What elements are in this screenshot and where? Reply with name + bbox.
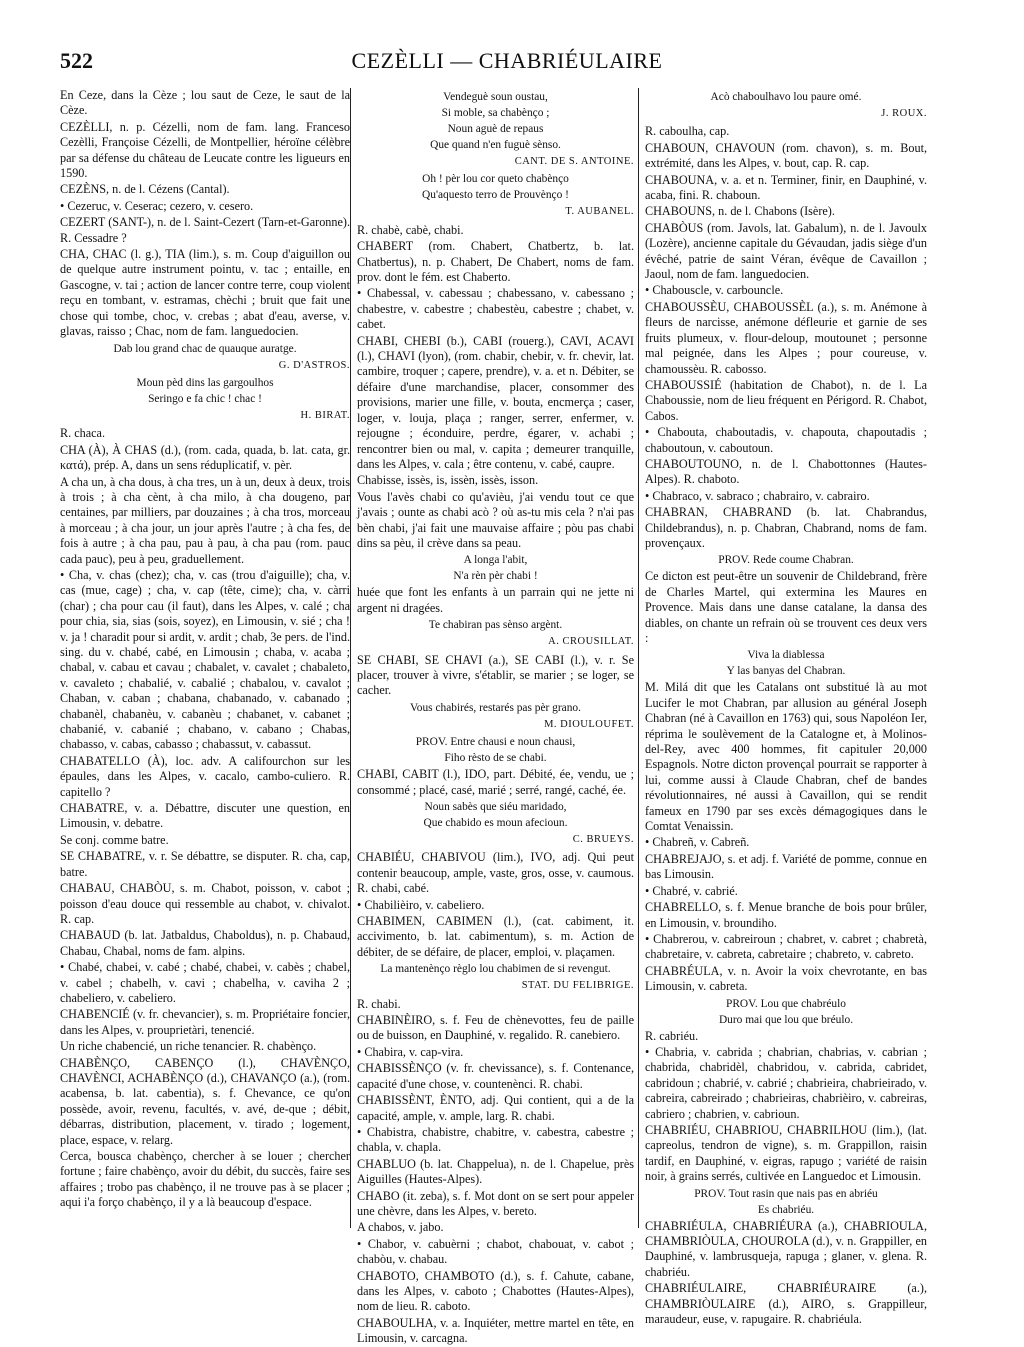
dictionary-entry: CHABATELLO (À), loc. adv. A califourchon sur les épaules, dans les Alpes, v. cacalo, cambo-culiero. R. capitello ? (60, 753, 350, 799)
quotation-line: Noun aguè de repaus (447, 123, 544, 135)
dictionary-entry: R. cabriéu. (645, 1028, 699, 1043)
dictionary-entry: CHABÒUS (rom. Javols, lat. Gabalum), n. de l. Javoulx (Lozère), ancienne capitale du Gévaudan, jadis siège d'un évêché, patrie de saint Véran, évêque de Cavaillon ; Jaoul, nom de fam. languedocien. (645, 220, 927, 282)
quotation-line: N'a rèn pèr chabi ! (453, 570, 538, 583)
dictionary-entry: CEZÈLLI, n. p. Cézelli, nom de fam. lang. Franceso Cezèlli, Françoise Cézelli, de Montpellier, héroïne célèbre par sa défense du château de Leucate contre les ligueurs en 1590. (60, 119, 350, 181)
quotation-attribution: C. BRUEYS. (572, 834, 634, 845)
dictionary-entry: R. caboulha, cap. (645, 124, 730, 139)
dictionary-entry: CHABOUTOUNO, n. de l. Chabottonnes (Hautes-Alpes). R. chaboto. (645, 456, 927, 487)
text-column-1 (60, 88, 350, 1288)
dictionary-entry: • Chabraco, v. sabraco ; chabrairo, v. cabrairo. (645, 488, 870, 503)
dictionary-entry: • Chabor, v. cabuèrni ; chabot, chabouat, v. cabot ; chabòu, v. chabau. (357, 1236, 634, 1267)
quotation-line: A longa l'abit, (463, 554, 528, 567)
dictionary-entry: CHABOUNS, n. de l. Chabons (Isère). (645, 204, 835, 219)
dictionary-entry: Se conj. comme batre. (60, 832, 169, 847)
page-number: 522 (60, 48, 93, 73)
dictionary-entry: R. chabi. (357, 996, 401, 1011)
dictionary-entry: CHABO (it. zeba), s. f. Mot dont on se sert pour appeler une chèvre, dans les Alpes, v. bereto. (357, 1188, 634, 1218)
dictionary-entry: A cha un, à cha dous, à cha tres, un à un, deux à deux, trois à trois ; à cha cènt, à cha milo, à cha dougeno, par centaines, par milliers, par douzaines ; à cha tros, morceau à morceau ; à cha jour, un jour après l'autre ; à cha fes, de fois à autre ; à cha pau, pau à pau, à cha pau (rom. pauc cada pauc), peu à peu, graduellement. (60, 474, 350, 566)
dictionary-entry: CHABIÉU, CHABIVOU (lim.), IVO, adj. Qui peut contenir beaucoup, ample, vaste, gros, osse, v. caumous. R. chabi, cabé. (357, 850, 634, 896)
dictionary-entry: CHA, CHAC (l. g.), TIA (lim.), s. m. Coup d'aiguillon ou de quelque autre instrument pointu, v. tac ; entaille, en Gascogne, v. tai ; action de lancer contre terre, coup violent reçu en tombant, v. estramas, chèchi ; bruit que fait une chose qui tombe, choc, v. crebas ; abat d'eau, averse, v. glavas, raisso ; Chac, nom de fam. languedocien. (60, 247, 350, 339)
dictionary-entry: A chabos, v. jabo. (357, 1220, 444, 1235)
quotation-line: Viva la diablessa (747, 649, 825, 662)
dictionary-entry: CHABI, CHEBI (b.), CABI (rouerg.), CAVI, ACAVI (l.), CHAVI (lyon), (rom. chabir, chebir, v. fr. chevir, lat. cambire, troquer ; capere, prendre), v. a. et n. Débiter, se défaire d'une marchandise, placer, consommer des provisions, marier une fille, v. bouta, encmerça ; caser, loger, v. louja, plaça ; ranger, serrer, enfermer, v. rejougne ; éconduire, perdre, égarer, v. achabi ; rencontrer bien ou mal, v. capita ; demeurer tranquille, dans les Alpes, v. cala ; être contenu, v. cabé, caupre. (357, 333, 634, 471)
quotation-line: Es chabriéu. (757, 1203, 815, 1216)
quotation-attribution: T. AUBANEL. (565, 206, 634, 218)
quotation-line: PROV. Entre chausi e noun chausi, (415, 736, 576, 749)
dictionary-entry: • Chabé, chabei, v. cabé ; chabé, chabei, v. cabès ; chabel, v. cabel ; chabelh, v. cavi ; chabelha, v. caviha 2 ; chabeliero, v. cabeliero. (60, 960, 350, 1005)
quotation-line: Noun sabès que siéu maridado, (424, 801, 567, 813)
column-divider (638, 88, 639, 1228)
quotation-line: Qu'aquesto terro de Prouvènço ! (422, 189, 569, 202)
quotation-line: PROV. Rede coume Chabran. (718, 554, 854, 567)
dictionary-entry: Ce dicton est peut-être un souvenir de Childebrand, frère de Charles Martel, qui extermina les Maures en Provence. Mais dans une danse catalane, la dansa des diables, on chante un refrain où se trouvent ces deux vers : (645, 569, 927, 645)
quotation-line: Que chabido es moun afecioun. (423, 817, 568, 829)
dictionary-entry: CHABOUNA, v. a. et n. Terminer, finir, en Dauphiné, v. acaba, fini. R. chaboun. (645, 172, 927, 203)
dictionary-entry: huée que font les enfants à un parrain qui ne jette ni argent ni dragées. (357, 585, 634, 615)
quotation-line: Y las banyas del Chabran. (726, 665, 846, 678)
quotation-line: Dab lou grand chac de quauque auratge. (113, 342, 297, 355)
quotation-attribution: CANT. DE S. ANTOINE. (514, 156, 634, 167)
dictionary-entry: CHABIMEN, CABIMEN (l.), (cat. cabiment, it. accivimento, b. lat. cabimentum), s. m. Action de débiter, de se défaire, de placer, emploi, v. plaçamen. (357, 914, 634, 959)
dictionary-entry: • Chabouscle, v. carbouncle. (645, 283, 784, 298)
quotation-attribution: M. DIOULOUFET. (544, 718, 634, 730)
dictionary-entry: • Chabreñ, v. Cabreñ. (645, 835, 750, 850)
dictionary-entry: CEZERT (SANT-), n. de l. Saint-Cezert (Tarn-et-Garonne). R. Cessadre ? (60, 215, 350, 245)
dictionary-entry: • Chabria, v. cabrida ; chabrian, chabrias, v. cabrian ; chabrida, chabridèl, chabridou, v. cabrida, cabridet, cabridoun ; chabrié, v. cabrié ; chabrieira, chabrieirado, v. cabreira, cabreirado ; chabrieiras, chabrièiro, v. cabreiras, cabriero ; chabrien, v. cabrioun. (645, 1044, 927, 1121)
quotation-line: Vendeguè soun oustau, (443, 91, 548, 103)
quotation-line: Oh ! pèr lou cor queto chabènço (422, 173, 569, 186)
dictionary-entry: CHABRÉULA, v. n. Avoir la voix chevrotante, en bas Limousin, v. cabreta. (645, 963, 927, 994)
dictionary-entry: CHABLUO (b. lat. Chappelua), n. de l. Chapelue, près Aiguilles (Hautes-Alpes). (357, 1156, 634, 1187)
column-divider (350, 88, 351, 1228)
running-title: CEZÈLLI — CHABRIÉULAIRE (351, 48, 663, 73)
dictionary-entry: • Chabistra, chabistre, chabitre, v. cabestra, cabestre ; chabla, v. chapla. (357, 1124, 634, 1155)
dictionary-entry: • Chabrerou, v. cabreiroun ; chabret, v. cabret ; chabretà, chabretaire, v. cabreta, cabretaire ; chabreto, v. cabreto. (645, 931, 927, 962)
dictionary-entry: SE CHABATRE, v. r. Se débattre, se disputer. R. cha, cap, batre. (60, 849, 350, 879)
dictionary-entry: CHABREJAJO, s. et adj. f. Variété de pomme, connue en bas Limousin. (645, 851, 927, 882)
dictionary-entry: • Chabouta, chaboutadis, v. chapouta, chapoutadis ; chaboutoun, v. caboutoun. (645, 425, 927, 455)
quotation-line: La mantenènço règlo lou chabimen de si revengut. (380, 963, 611, 976)
dictionary-entry: • Chabilièiro, v. cabeliero. (357, 897, 485, 912)
dictionary-entry: CHABRELLO, s. f. Menue branche de bois pour brûler, en Limousin, v. broundiho. (645, 900, 927, 930)
page-header (60, 48, 954, 82)
dictionary-entry: R. chaca. (60, 426, 106, 441)
dictionary-entry: CHABAU, CHABÒU, s. m. Chabot, poisson, v. cabot ; poisson d'eau douce qui ressemble au chabot, v. chivalot. R. cap. (60, 881, 350, 926)
quotation-line: Que quand n'en fuguè sènso. (430, 139, 561, 151)
dictionary-entry: R. chabè, cabè, chabi. (357, 222, 464, 237)
dictionary-entry: CHABRIÉULAIRE, CHABRIÉURAIRE (a.), CHAMBRIÒULAIRE (d.), AIRO, s. Grappilleur, maraudeur, euse, v. rapugaire. R. chabriéula. (645, 1281, 927, 1327)
quotation-line: Acò chaboulhavo lou paure omé. (710, 91, 862, 103)
dictionary-entry: CHA (À), À CHAS (d.), (rom. cada, quada, b. lat. cata, gr. κατά), prép. A, dans un sens réduplicatif, v. pèr. (60, 442, 350, 473)
quotation-attribution: A. CROUSILLAT. (548, 636, 634, 648)
quotation-line: Duro mai que lou que bréulo. (718, 1013, 854, 1026)
quotation-line: Te chabiran pas sènso argènt. (428, 619, 563, 632)
dictionary-entry: CHABOULHA, v. a. Inquiéter, mettre martel en tête, en Limousin, v. carcagna. (357, 1315, 634, 1346)
dictionary-entry: • Chabira, v. cap-vira. (357, 1044, 464, 1059)
dictionary-entry: CEZÈNS, n. de l. Cézens (Cantal). (60, 182, 230, 197)
quotation-attribution: STAT. DU FELIBRIGE. (521, 980, 634, 992)
quotation-attribution: H. BIRAT. (300, 409, 350, 421)
quotation-line: Fiho rèsto de se chabi. (444, 752, 547, 765)
dictionary-entry: CHABOTO, CHAMBOTO (d.), s. f. Cahute, cabane, dans les Alpes, v. caboto ; Chabottes (Hautes-Alpes), nom de lieu. R. caboto. (357, 1268, 634, 1314)
dictionary-entry: Chabisse, issès, is, issèn, issès, isson. (357, 473, 539, 488)
quotation-attribution: J. ROUX. (881, 108, 927, 119)
dictionary-entry: SE CHABI, SE CHAVI (a.), SE CABI (l.), v. r. Se placer, trouver à vivre, s'établir, se marier ; se loger, se cacher. (357, 652, 634, 698)
dictionary-entry: CHABRIÉU, CHABRIOU, CHABRILHOU (lim.), (lat. capreolus, tendron de vigne), s. m. Grappillon, raisin tardif, en Dauphiné, v. eigras, rapugo ; variété de raisin noir, à grains serrés, cultivée en Languedoc et Limousin. (645, 1122, 927, 1184)
dictionary-entry: CHABOUSSÈU, CHABOUSSÈL (a.), s. m. Anémone à fleurs de narcisse, anémone défleurie et garnie de ses fruits plumeux, v. flour-deloup, moutounet ; personne mal peignée, dans les Alpes ; pour coureuse, v. chamoussèu. R. cabosso. (645, 299, 927, 376)
quotation-line: Seringo e fa chic ! chac ! (148, 392, 262, 405)
quotation-line: PROV. Tout rasin que nais pas en abriéu (694, 1187, 878, 1200)
dictionary-entry: CHABOUSSIÉ (habitation de Chabot), n. de l. La Chaboussie, nom de lieu fréquent en Périgord. R. Chabot, Cabos. (645, 377, 927, 423)
quotation-line: Si moble, sa chabènço ; (441, 107, 550, 119)
dictionary-entry: CHABRIÉULA, CHABRIÉURA (a.), CHABRIOULA, CHAMBRIÒULA, CHOUROLA (d.), v. n. Grappiller, en Dauphiné, v. lambrusqueja, rapuga ; glaner, v. glena. R. chabriéu. (645, 1218, 927, 1279)
quotation-line: Moun pèd dins las gargoulhos (136, 376, 274, 389)
quotation-line: Vous chabirés, restarés pas pèr grano. (410, 701, 581, 714)
dictionary-entry: Un riche chabencié, un riche tenancier. R. chabènço. (60, 1039, 317, 1054)
dictionary-entry: CHABOUN, CHAVOUN (rom. chavon), s. m. Bout, extrémité, dans les Alpes, v. bout, cap. R. cap. (645, 140, 927, 171)
dictionary-entry: CHABATRE, v. a. Débattre, discuter une question, en Limousin, v. debatre. (60, 801, 350, 831)
dictionary-entry: CHABERT (rom. Chabert, Chatbertz, b. lat. Chatbertus), n. p. Chabert, De Chabert, noms de fam. prov. dont le fém. est Chaberto. (357, 239, 634, 285)
dictionary-entry: CHABISSÈNT, ÈNTO, adj. Qui contient, qui a de la capacité, ample, v. ample, larg. R. chabi. (357, 1093, 634, 1123)
dictionary-entry: M. Milá dit que les Catalans ont substitué là au mot Lucifer le mot Chabran, par allusion au général Joseph Chabran (né à Cavaillon en 1763) qui, sous Napoléon Ier, réprima le soulèvement de la Catalogne et, à Molinos-del-Rey, avec 400 hommes, fit capituler 20,000 Espagnols. Notre dicton provençal pourrait se rapporter à lui, comme aussi à Claude Chabran, chef de bandes révolutionnaires, né aussi à Cavaillon, qui se rendit fameux en 1790 par ses excès démagogiques dans le Comtat Venaissin. (645, 680, 927, 834)
dictionary-entry: CHABINÈIRO, s. f. Feu de chènevottes, feu de paille ou de buisson, en Dauphiné, v. regalido. R. canebiero. (357, 1013, 634, 1043)
quotation-attribution: G. D'ASTROS. (278, 359, 350, 371)
text-column-3 (645, 88, 927, 1327)
dictionary-entry: CHABAUD (b. lat. Jatbaldus, Chaboldus), n. p. Chabaud, Chabau, Chabal, noms de fam. alpins. (60, 928, 350, 958)
dictionary-entry: CHABÈNÇO, CABENÇO (l.), CHAVÈNÇO, CHAVÈNCI, ACHABÈNÇO (d.), CHAVANÇO (a.), (rom. acabensa, b. lat. cabentia), s. f. Chevance, ce qu'on possède, avoir, revenu, facultés, v. avé, de-que ; débit, débarras, distribution, placement, v. tirado ; logement, place, espace, v. relarg. (60, 1055, 350, 1147)
dictionary-entry: • Cezeruc, v. Ceserac; cezero, v. cesero. (60, 198, 254, 213)
dictionary-entry: • Cha, v. chas (chez); cha, v. cas (trou d'aiguille); cha, v. cas (mue, cage) ; cha, v. cap (tête, cime); cha, v. càrri (char) ; cha pour cau (il faut), dans les Alpes, v. calé ; cha pour chia, sia, sias (sois, soyez), en Limousin, v. sié ; cha ! v. ja ! charadit pour si ardit, v. ardit ; chab, 3e pers. de l'ind. sing. du v. chabé, cabé, en Limousin ; chaba, v. acaba ; chabal, v. cabau et cavau ; chabalet, v. cavalet ; chabaleto, v. cavaleto ; chabalié, v. cabalié ; chabalou, v. cavalot ; Chaban, v. caban ; chabana, chabanado, v. cabanado ; chabanèl, chabanèu, v. cabanèu ; chabanet, v. cabanet ; chabanié, v. cabanié ; chabano, v. cabano ; Chabas, chabasso, v. cabas, cabasso ; chabassut, v. cabassut. (60, 567, 350, 752)
dictionary-entry: En Ceze, dans la Cèze ; lou saut de Ceze, le saut de la Cèze. (60, 88, 350, 118)
dictionary-entry: CHABENCIÉ (v. fr. chevancier), s. m. Propriétaire foncier, dans les Alpes, v. prouprietàri, tenencié. (60, 1007, 350, 1037)
quotation-line: PROV. Lou que chabréulo (725, 997, 846, 1010)
dictionary-entry: CHABRAN, CHABRAND (b. lat. Chabrandus, Childebrandus), n. p. Chabran, Chabrand, noms de fam. provençaux. (645, 505, 927, 550)
dictionary-entry: CHABI, CABIT (l.), IDO, part. Débité, ée, vendu, ue ; consommé ; placé, casé, marié ; serré, rangé, caché, ée. (357, 767, 634, 797)
dictionary-entry: Vous l'avès chabi co qu'avièu, j'ai vendu tout ce que j'avais ; ounte as chabi acò ? où as-tu mis cela ? n'ai pas bèn chabi, j'ai fait une mauvaise affaire ; pòu pas chabi dins sa pèu, il crève dans sa peau. (357, 489, 634, 550)
text-column-2 (357, 88, 634, 1346)
dictionary-entry: • Chabré, v. cabrié. (645, 883, 738, 898)
dictionary-entry: CHABISSÈNÇO (v. fr. chevissance), s. f. Contenance, capacité d'une chose, v. countenènci. R. chabi. (357, 1061, 634, 1091)
dictionary-entry: Cerca, bousca chabènço, chercher à se louer ; chercher fortune ; faire chabènço, avoir du débit, du succès, faire ses affaires ; trobo pas chabènço, il ne trouve pas à se placer ; aqui i'a forço chabènço, il y a là beaucoup d'espace. (60, 1149, 350, 1210)
dictionary-entry: • Chabessal, v. cabessau ; chabessano, v. cabessano ; chabestre, v. cabestre ; chabestèu, cabestre ; chabet, v. cabet. (357, 286, 634, 332)
